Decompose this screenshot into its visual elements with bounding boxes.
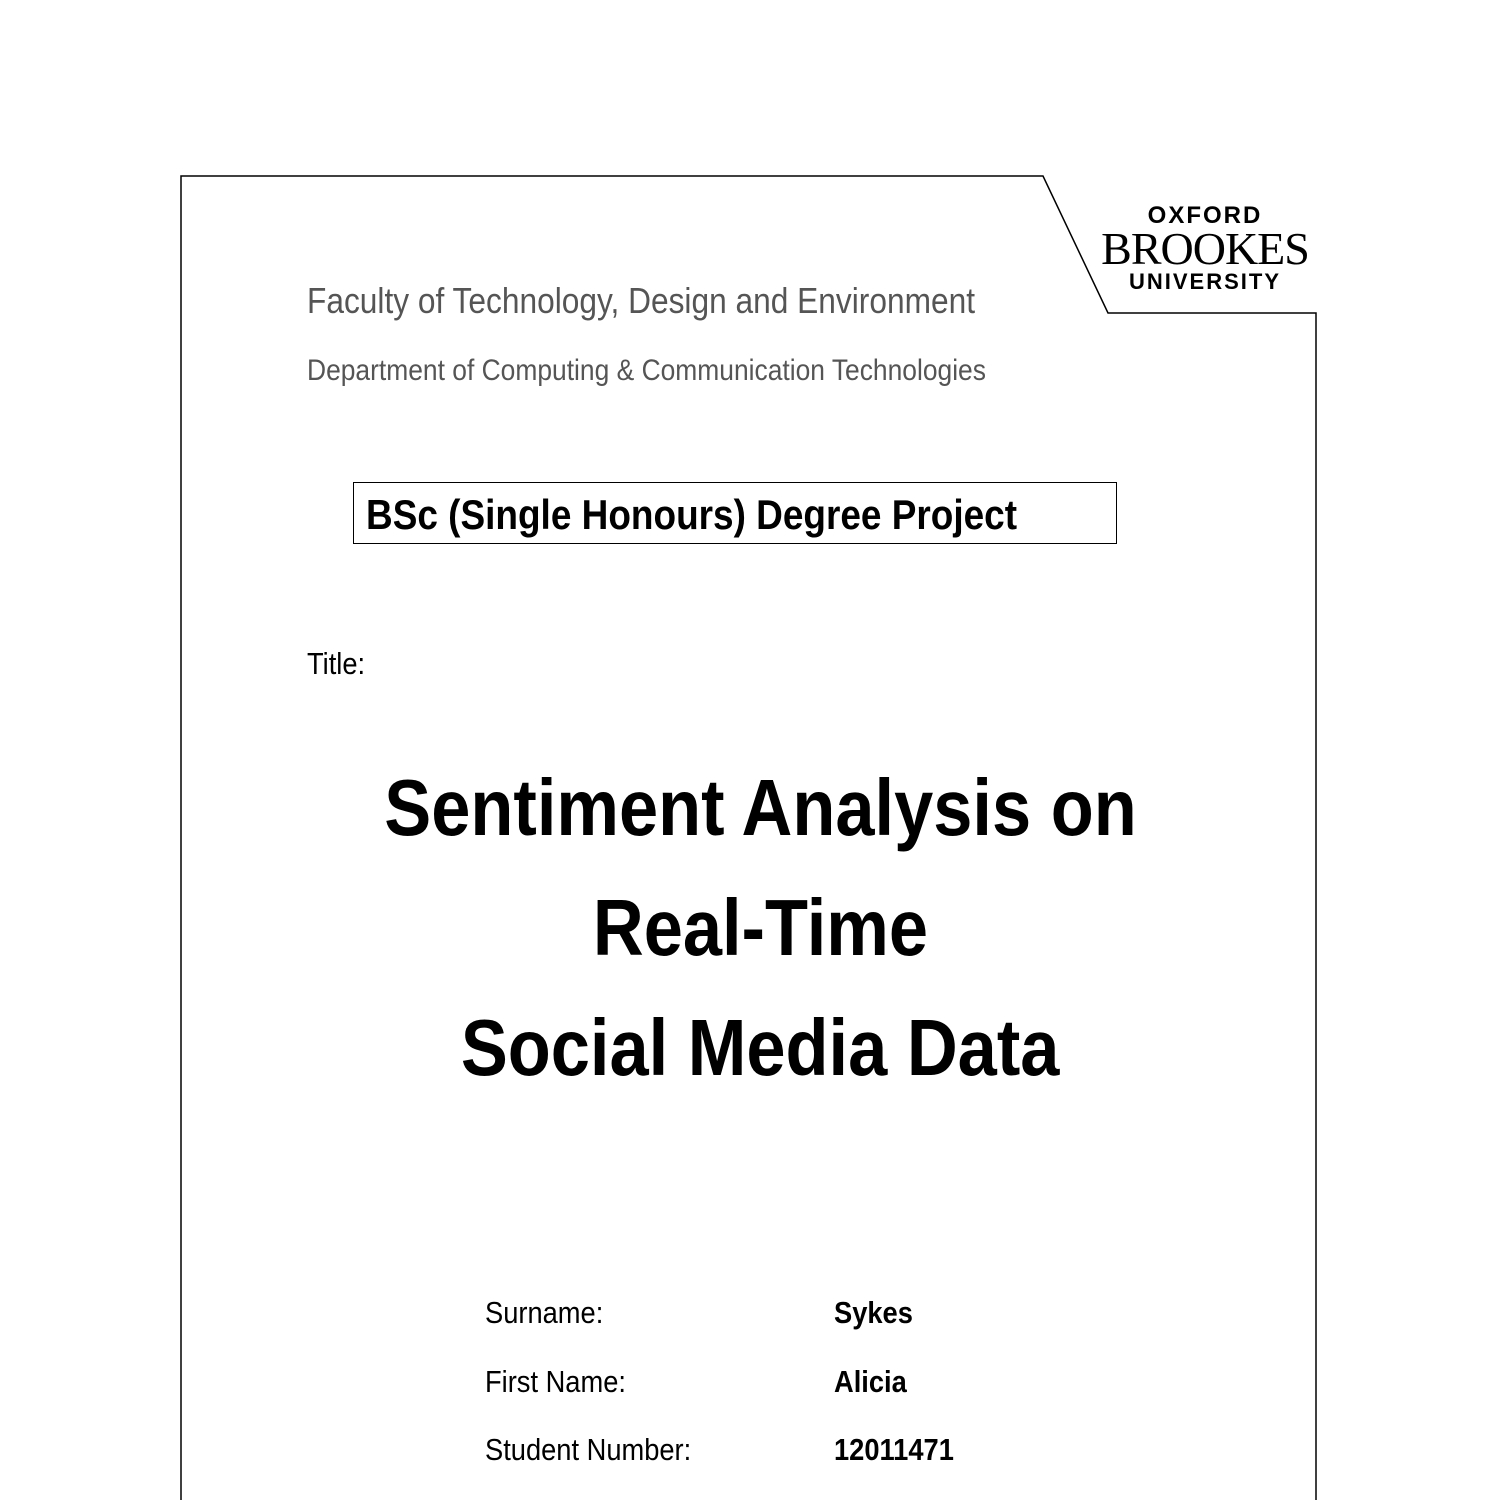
logo-line-2: BROOKES <box>1101 223 1309 274</box>
faculty-name: Faculty of Technology, Design and Environment <box>307 280 976 321</box>
student-number-label: Student Number: <box>485 1432 692 1467</box>
logo-line-3: UNIVERSITY <box>1128 269 1282 294</box>
surname-label: Surname: <box>485 1295 604 1330</box>
student-number-value: 12011471 <box>834 1432 954 1467</box>
title-label: Title: <box>307 646 366 681</box>
surname-value: Sykes <box>834 1295 913 1330</box>
first-name-value: Alicia <box>834 1364 907 1399</box>
degree-heading-box <box>353 482 1117 544</box>
degree-heading: BSc (Single Honours) Degree Project <box>366 491 1018 538</box>
logo-line-1: OXFORD <box>1147 202 1263 229</box>
project-title-line-3: Social Media Data <box>460 1003 1060 1092</box>
university-logo <box>1090 203 1320 295</box>
department-name: Department of Computing & Communication Technologies <box>307 354 986 387</box>
project-title-line-2: Real-Time <box>592 883 928 972</box>
first-name-label: First Name: <box>485 1364 626 1399</box>
project-title-line-1: Sentiment Analysis on <box>383 763 1137 852</box>
